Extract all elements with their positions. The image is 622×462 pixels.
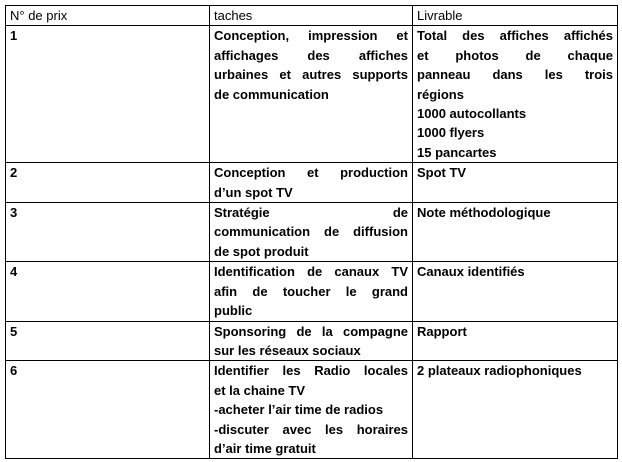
task-line: affichages des affiches [214,47,408,63]
header-num: N° de prix [6,6,210,26]
deliverable-line: panneau dans les trois [417,67,613,83]
deliverable-line: Rapport [417,323,467,339]
deliverable-cell [413,321,618,361]
header-taches: taches [210,6,413,26]
deliverable-cell [413,26,618,163]
task-line: Stratégie de [214,205,408,221]
deliverable-line: Note méthodologique [417,205,551,221]
prize-number: 2 [6,163,210,203]
task-line: d’air time gratuit [214,440,316,456]
deliverable-line: régions [417,86,464,102]
deliverable-line: 15 pancartes [417,144,497,160]
task-cell [210,163,413,203]
table-row [6,262,618,321]
task-line: -discuter avec les horaires [214,421,408,437]
deliverable-line: 1000 flyers [417,125,485,141]
task-cell [210,26,413,163]
prize-number: 1 [6,26,210,163]
deliverable-line: Canaux identifiés [417,264,525,280]
task-cell [210,361,413,459]
task-line: sur les réseaux sociaux [214,342,361,358]
task-line: afin de toucher le grand [214,283,408,299]
deliverable-line: Total des affiches affichés [417,28,613,44]
header-livrable: Livrable [413,6,618,26]
task-line: communication de diffusion [214,224,408,240]
task-line: de spot produit [214,243,309,259]
deliverable-line: et photos de chaque [417,47,613,63]
prize-number: 3 [6,203,210,262]
prize-number: 6 [6,361,210,459]
prize-number: 5 [6,321,210,361]
table-row [6,26,618,163]
prize-table [5,5,618,459]
task-line: Conception, impression et [214,28,408,44]
task-line: d’un spot TV [214,184,293,200]
prize-number: 4 [6,262,210,321]
deliverable-line: 1000 autocollants [417,106,527,122]
task-line: et la chaine TV [214,382,306,398]
task-line: Identification de canaux TV [214,264,408,280]
task-line: urbaines et autres supports [214,67,408,83]
table-row [6,321,618,361]
deliverable-cell [413,361,618,459]
task-line: Sponsoring de la compagne [214,323,408,339]
deliverable-cell [413,203,618,262]
table-row [6,361,618,459]
deliverable-cell [413,163,618,203]
deliverable-line: Spot TV [417,165,467,181]
task-line: de communication [214,86,329,102]
table-row [6,163,618,203]
task-line: Identifier les Radio locales [214,363,408,379]
header-row [6,6,618,26]
task-cell [210,321,413,361]
task-line: -acheter l’air time de radios [214,402,384,418]
task-cell [210,203,413,262]
deliverable-cell [413,262,618,321]
deliverable-line: 2 plateaux radiophoniques [417,363,582,379]
table-row [6,203,618,262]
task-cell [210,262,413,321]
task-line: public [214,303,253,319]
task-line: Conception et production [214,165,408,181]
